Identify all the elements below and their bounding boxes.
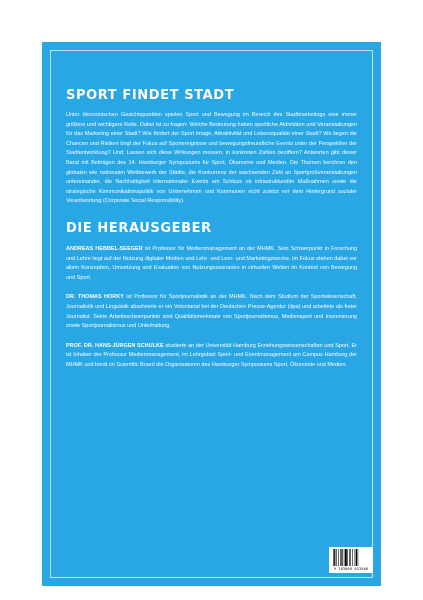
section-title-sport-findet-stadt: SPORT FINDET STADT (66, 88, 235, 103)
isbn-number: 9 783869 623566 (333, 567, 369, 571)
section-title-herausgeber: DIE HERAUSGEBER (66, 220, 212, 236)
bio-text: ist Professor für Medienmanagement an der MHMK. Sein Schwerpunkt in Forschung und Lehre liegt auf der Nutzung digitaler Medien und Lehr- und Lern- und Marketingzwecke. Im Fokus stehen dabei vor allem Konzeption, Umsetzung und Evaluation von Nutzungsszenarien in virtuellen Welten im Kontext von Bewegung und Sport. (66, 245, 358, 281)
blurb-text: Unter ökonomischen Gesichtspunkten spielen Sport und Bewegung im Bereich des Stadtmarketings eine immer größere und wichtigere Rolle. Dabei ist zu fragen: Welche Bedeutung haben sportliche Aktivitäten und Veranstaltungen für das Marketing einer Stadt? Wie fördert der Sport Image, Attraktivität und Lebensqualität einer Stadt? Wo liegen die Chancen und Risiken birgt der Fokus auf Sportereignisse und bewegungsfreundliche Events unter der Perspektive der Stadtentwicklung? Und: Lassen sich diese Wirkungen messen, in konkreten Zahlen beziffern? Antworten gibt dieser Band mit Beiträgen des 14. Hamburger Symposiums für Sport, Ökonomie und Medien. Die Themen berühren den globalen wie nationalen Wettbewerb der Städte, die Konkurrenz der wachsenden Zahl an Sportgroßveranstaltungen untereinander, die Nachhaltigkeit internationaler Events am Schluss ob infrastruktureller Maßnahmen sowie die strategische Kommunikationspolitik von Unternehmen und Kommunen nicht zuletzt vor dem Hintergrund sozialer Verantwortung (Corporate Social Responsibility). (66, 112, 357, 205)
bio-text: ist Professor für Sportjournalistik an der MHMK. Nach dem Studium der Sportwissenschaft, Journalistik und Linguistik absolvierte er ein Volontariat bei der Deutschen Presse-Agentur (dpa) und arbeitete als freier Journalist. Seine Arbeitsschwerpunkte sind Qualitätsmerkmale von Sportjournalismus, Mediensport und Inszenierung sowie Sportjournalismus und Unterhaltung. (66, 294, 357, 330)
bio-hebbel-seeger (66, 245, 357, 283)
bio-name: DR. THOMAS HORKY (66, 294, 124, 301)
bio-text: studierte an der Universität Hamburg Erziehungswissenschaften und Sport. Er ist Inhaber der Professur Medienmanagement, im Lehrgebiet Sport- und Eventmanagement am Campus Hamburg der MHMK und berät im Scientific Board die Organisatoren des Hamburger Symposiums Sport, Ökonomie und Medien. (66, 342, 357, 368)
isbn-barcode (329, 547, 373, 573)
bio-schulke (66, 342, 357, 371)
bio-name: ANDREAS HEBBEL-SEEGER (66, 245, 143, 252)
cover-content (66, 88, 357, 380)
bio-name: PROF. DR. HANS-JÜRGEN SCHULKE (66, 342, 164, 349)
blue-panel (42, 42, 381, 586)
bio-horky (66, 293, 357, 331)
barcode-bars-icon (332, 549, 370, 566)
